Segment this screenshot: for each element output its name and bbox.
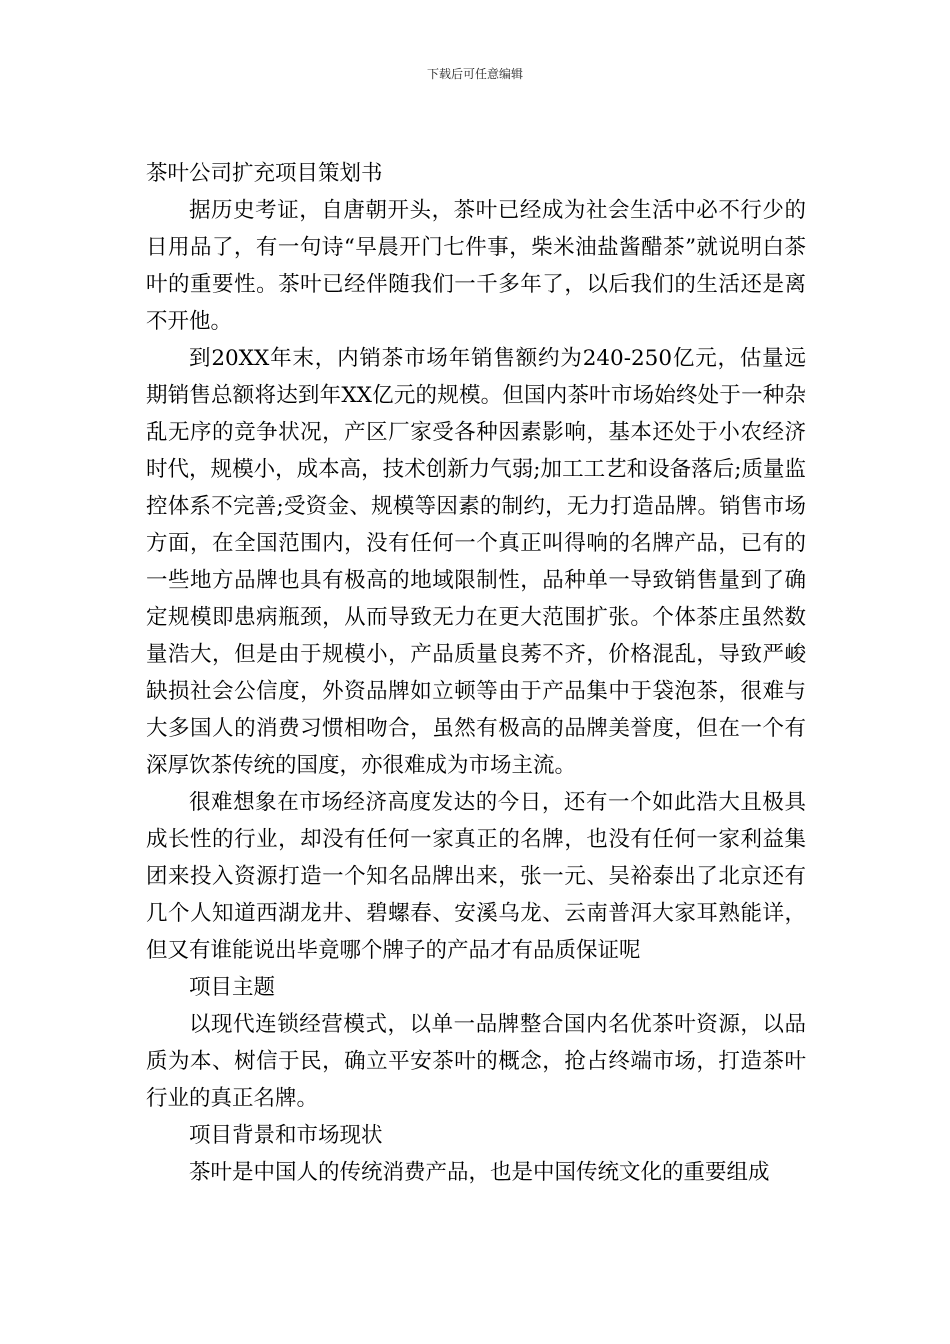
page-header: 下载后可任意编辑: [426, 67, 523, 81]
paragraph-theme: 以现代连锁经营模式，以单一品牌整合国内名优茶叶资源，以品质为本、树信于民，确立平安茶叶的概念，抢占终端市场，打造茶叶行业的真正名牌。: [146, 1012, 806, 1111]
document-title: 茶叶公司扩充项目策划书: [146, 161, 383, 186]
document-body: [146, 155, 806, 1191]
section-heading-background: 项目背景和市场现状: [189, 1123, 383, 1148]
section-heading-theme: 项目主题: [189, 975, 276, 1000]
paragraph-history: 据历史考证，自唐朝开头，茶叶已经成为社会生活中必不行少的日用品了，有一句诗“早晨开门七件事，柴米油盐酱醋茶”就说明白茶叶的重要性。茶叶已经伴随我们一千多年了，以后我们的生活还是离不开他。: [146, 198, 806, 334]
paragraph-industry-gap: 很难想象在市场经济高度发达的今日，还有一个如此浩大且极具成长性的行业，却没有任何一家真正的名牌，也没有任何一家利益集团来投入资源打造一个知名品牌出来，张一元、吴裕泰出了北京还有几个人知道西湖龙井、碧螺春、安溪乌龙、云南普洱大家耳熟能详，但又有谁能说出毕竟哪个牌子的产品才有品质保证呢: [146, 790, 806, 963]
paragraph-market-status: 到20XX年末，内销茶市场年销售额约为240-250亿元，估量远期销售总额将达到年XX亿元的规模。但国内茶叶市场始终处于一种杂乱无序的竞争状况，产区厂家受各种因素影响，基本还处于小农经济时代，规模小，成本高，技术创新力气弱;加工工艺和设备落后;质量监控体系不完善;受资金、规模等因素的制约，无力打造品牌。销售市场方面，在全国范围内，没有任何一个真正叫得响的名牌产品，已有的一些地方品牌也具有极高的地域限制性，品种单一导致销售量到了确定规模即患病瓶颈，从而导致无力在更大范围扩张。个体茶庄虽然数量浩大，但是由于规模小，产品质量良莠不齐，价格混乱，导致严峻缺损社会公信度，外资品牌如立顿等由于产品集中于袋泡茶，很难与大多国人的消费习惯相吻合，虽然有极高的品牌美誉度，但在一个有深厚饮茶传统的国度，亦很难成为市场主流。: [146, 346, 806, 778]
paragraph-background: 茶叶是中国人的传统消费产品，也是中国传统文化的重要组成: [189, 1160, 770, 1185]
